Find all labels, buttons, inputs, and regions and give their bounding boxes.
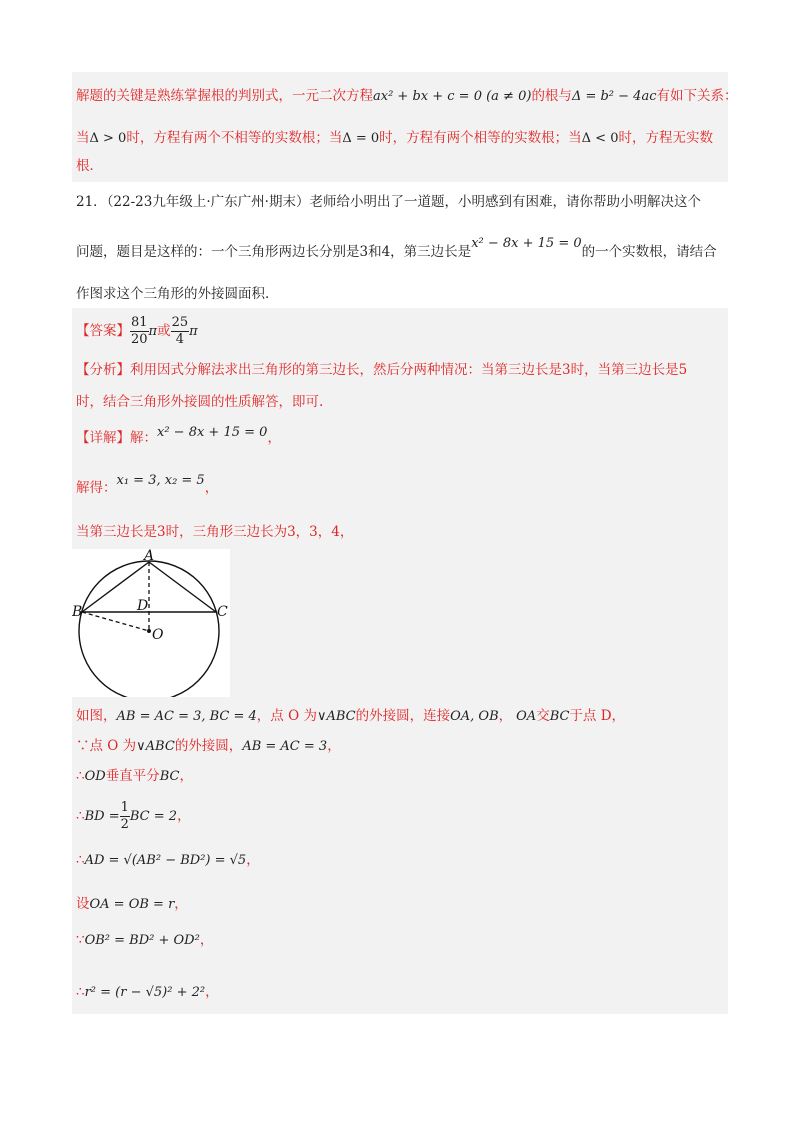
fraction-numerator: 81	[131, 315, 148, 330]
fraction-denominator: 20	[131, 332, 148, 347]
analysis-text: 利用因式分解法求出三角形的第三边长，然后分两种情况：当第三边长是3时，当第三边长是5	[130, 362, 688, 378]
proof-text: 于点 D，	[569, 708, 626, 724]
proof-text: ，	[498, 708, 513, 724]
therefore-symbol: ∴	[76, 808, 85, 824]
prev-text: 时，方程无实数	[618, 130, 713, 146]
detail-text: 解得：	[76, 480, 117, 496]
case-1-line: 当第三边长是3时，三角形三边长为3，3，4，	[76, 524, 354, 540]
proof-text: ，	[199, 932, 214, 948]
prev-text: 时，方程有两个不相等的实数根；当	[126, 130, 343, 146]
answer-fraction-1	[130, 315, 149, 348]
label-a: A	[144, 549, 155, 564]
detail-label: 【详解】	[76, 430, 130, 446]
prev-line-1	[76, 86, 737, 107]
proof-text: 的外接圆，连接	[355, 708, 451, 724]
proof-line-1	[76, 706, 625, 727]
fraction-numerator: 1	[120, 800, 129, 815]
question-line-3	[76, 284, 279, 304]
proof-math: AB = AC = 3, BC = 4	[116, 709, 257, 724]
condition: Δ < 0	[581, 131, 619, 146]
analysis-line-2: 时，结合三角形外接圆的性质解答，即可.	[76, 394, 324, 410]
detail-equation: x² − 8x + 15 = 0	[157, 425, 268, 440]
question-number: 21．	[76, 194, 107, 210]
analysis-label: 【分析】	[76, 362, 130, 378]
proof-math: OA = OB = r	[89, 897, 175, 912]
because-symbol: ∵	[76, 932, 85, 948]
fraction-numerator: 25	[171, 315, 189, 330]
proof-line-4	[76, 798, 191, 835]
detail-text: 解：	[130, 430, 157, 446]
question-text: 作图求这个三角形的外接圆面积．	[76, 286, 279, 302]
answer-label: 【答案】	[76, 323, 130, 339]
proof-line-7	[76, 930, 213, 951]
proof-text: 垂直平分	[105, 768, 160, 784]
proof-math: BC = 2	[129, 809, 178, 824]
label-o: O	[152, 627, 164, 643]
proof-math: BC	[549, 709, 570, 724]
proof-text: 如图，	[76, 708, 117, 724]
label-d: D	[137, 598, 149, 614]
proof-text: ，	[205, 984, 219, 1000]
label-b: B	[72, 604, 83, 620]
detail-line-2	[76, 473, 219, 499]
proof-line-6	[76, 894, 188, 915]
proof-line-2	[76, 736, 341, 757]
answer-fraction-2	[171, 315, 190, 348]
figure-background	[72, 549, 230, 697]
question-text: 老师给小明出了一道题，小明感到有困难，请你帮助小明解决这个	[309, 194, 701, 210]
condition: Δ = 0	[342, 131, 380, 146]
question-source: （22-23九年级上·广东广州·期末）	[106, 194, 310, 210]
prev-line-2	[76, 128, 713, 149]
question-line-1	[76, 192, 701, 212]
prev-text: 当	[76, 130, 90, 146]
fraction-denominator: 4	[175, 332, 184, 347]
proof-math: ∨ABC	[316, 709, 356, 724]
proof-line-8	[76, 982, 219, 1003]
prev-text: 解题的关键是熟练掌握根的判别式，一元二次方程	[76, 88, 373, 104]
punct: ，	[204, 480, 219, 496]
proof-text: ，点 O 为	[256, 708, 317, 724]
pi-symbol: π	[189, 324, 198, 339]
roots: x₁ = 3, x₂ = 5	[116, 473, 205, 488]
therefore-symbol: ∴	[76, 852, 85, 868]
discriminant: Δ = b² − 4ac	[571, 89, 657, 104]
proof-math: r² = (r − √5)² + 2²	[84, 985, 206, 1000]
question-text: 问题，题目是这样的：一个三角形两边长分别是3和4，第三边长是	[76, 244, 472, 260]
condition: Δ > 0	[89, 131, 127, 146]
proof-math: OA	[516, 709, 537, 724]
question-line-2	[76, 236, 717, 263]
prev-text: 时，方程有两个相等的实数根；当	[379, 130, 582, 146]
quadratic-equation: ax² + bx + c = 0 (a ≠ 0)	[373, 89, 532, 104]
proof-math: AD = √(AB² − BD²) = √5	[84, 853, 247, 868]
prev-line-3: 根．	[76, 158, 103, 174]
proof-text: 交	[536, 708, 550, 724]
proof-line-5	[76, 850, 260, 871]
answer-line	[76, 314, 198, 349]
prev-text: 有如下关系：	[656, 88, 738, 104]
question-text: 的一个实数根，请结合	[581, 244, 717, 260]
proof-text: ，	[327, 738, 341, 754]
proof-line-3	[76, 766, 193, 787]
center-point	[147, 629, 151, 633]
proof-text: ，	[174, 896, 188, 912]
proof-math: OB² = BD² + OD²	[84, 933, 200, 948]
proof-math: BC	[159, 769, 180, 784]
proof-math: OA, OB	[450, 709, 499, 724]
fraction-denominator: 2	[120, 817, 129, 832]
proof-text: 设	[76, 896, 90, 912]
question-equation: x² − 8x + 15 = 0	[471, 236, 582, 251]
half-fraction	[120, 800, 130, 833]
proof-text: ，	[246, 852, 260, 868]
proof-text: ∵点 O 为	[76, 738, 137, 754]
punct: ，	[267, 430, 281, 446]
proof-math: OD	[84, 769, 106, 784]
detail-line-1	[76, 425, 281, 449]
therefore-symbol: ∴	[76, 768, 85, 784]
proof-text: ，	[177, 808, 191, 824]
pi-symbol: π	[148, 324, 158, 339]
proof-text: 的外接圆，	[174, 738, 243, 754]
proof-math: AB = AC = 3	[242, 739, 328, 754]
circumcircle-figure	[72, 549, 230, 697]
label-c: C	[217, 604, 228, 620]
proof-math: ∨ABC	[136, 739, 175, 754]
analysis-line-1	[76, 360, 687, 380]
therefore-symbol: ∴	[76, 984, 85, 1000]
or-word: 或	[157, 323, 171, 339]
proof-math: BD =	[84, 809, 120, 824]
proof-text: ，	[179, 768, 193, 784]
prev-text: 的根与	[531, 88, 572, 104]
